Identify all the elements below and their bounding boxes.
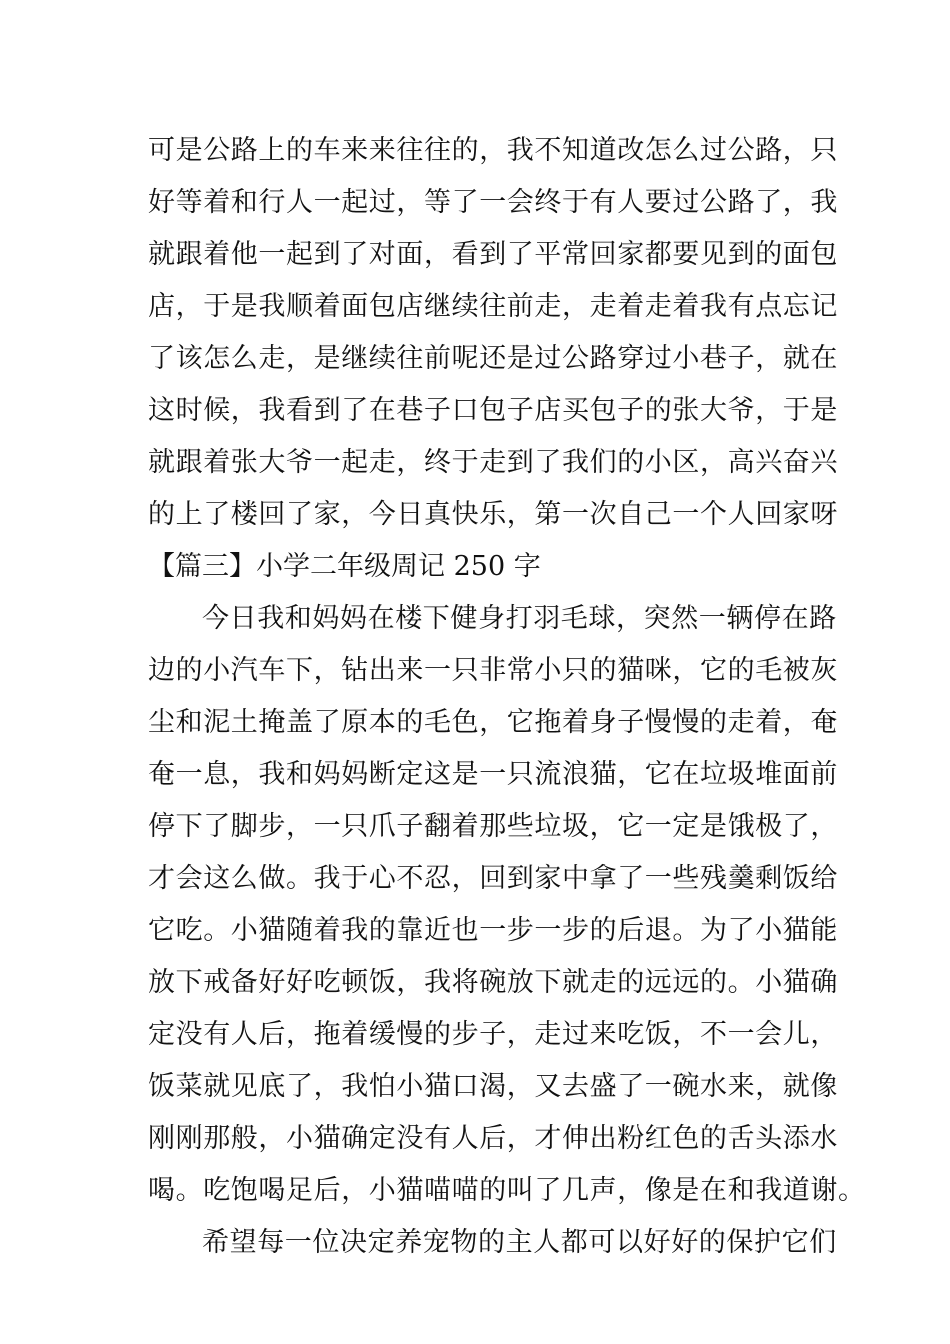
- body-text: [148, 125, 866, 1269]
- text-line: 好等着和行人一起过，等了一会终于有人要过公路了，我: [148, 187, 838, 218]
- text-line: 定没有人后，拖着缓慢的步子，走过来吃饭，不一会儿，: [148, 1019, 838, 1050]
- text-line: 这时候，我看到了在巷子口包子店买包子的张大爷，于是: [148, 395, 838, 426]
- text-line: 喝。吃饱喝足后，小猫喵喵的叫了几声，像是在和我道谢。: [148, 1175, 866, 1206]
- text-line: 希望每一位决定养宠物的主人都可以好好的保护它们: [202, 1227, 837, 1258]
- text-line: 边的小汽车下，钻出来一只非常小只的猫咪，它的毛被灰: [148, 655, 838, 686]
- text-line: 停下了脚步，一只爪子翻着那些垃圾，它一定是饿极了，: [148, 811, 838, 842]
- text-line: 可是公路上的车来来往往的，我不知道改怎么过公路，只: [148, 135, 838, 166]
- text-line: 它吃。小猫随着我的靠近也一步一步的后退。为了小猫能: [148, 915, 838, 946]
- text-line: 今日我和妈妈在楼下健身打羽毛球，突然一辆停在路: [202, 603, 837, 634]
- text-line: 的上了楼回了家，今日真快乐，第一次自己一个人回家呀: [148, 499, 838, 530]
- text-line: 店，于是我顺着面包店继续往前走，走着走着我有点忘记: [148, 291, 838, 322]
- section-heading: 【篇三】小学二年级周记 250 字: [148, 551, 541, 582]
- text-line: 饭菜就见底了，我怕小猫口渴，又去盛了一碗水来，就像: [148, 1071, 838, 1102]
- text-line: 了该怎么走，是继续往前呢还是过公路穿过小巷子，就在: [148, 343, 838, 374]
- text-line: 就跟着张大爷一起走，终于走到了我们的小区，高兴奋兴: [148, 447, 838, 478]
- text-line: 才会这么做。我于心不忍，回到家中拿了一些残羹剩饭给: [148, 863, 838, 894]
- text-line: 尘和泥土掩盖了原本的毛色，它拖着身子慢慢的走着，奄: [148, 707, 838, 738]
- text-line: 刚刚那般，小猫确定没有人后，才伸出粉红色的舌头添水: [148, 1123, 838, 1154]
- text-line: 奄一息，我和妈妈断定这是一只流浪猫，它在垃圾堆面前: [148, 759, 838, 790]
- text-line: 就跟着他一起到了对面，看到了平常回家都要见到的面包: [148, 239, 838, 270]
- text-line: 放下戒备好好吃顿饭，我将碗放下就走的远远的。小猫确: [148, 967, 838, 998]
